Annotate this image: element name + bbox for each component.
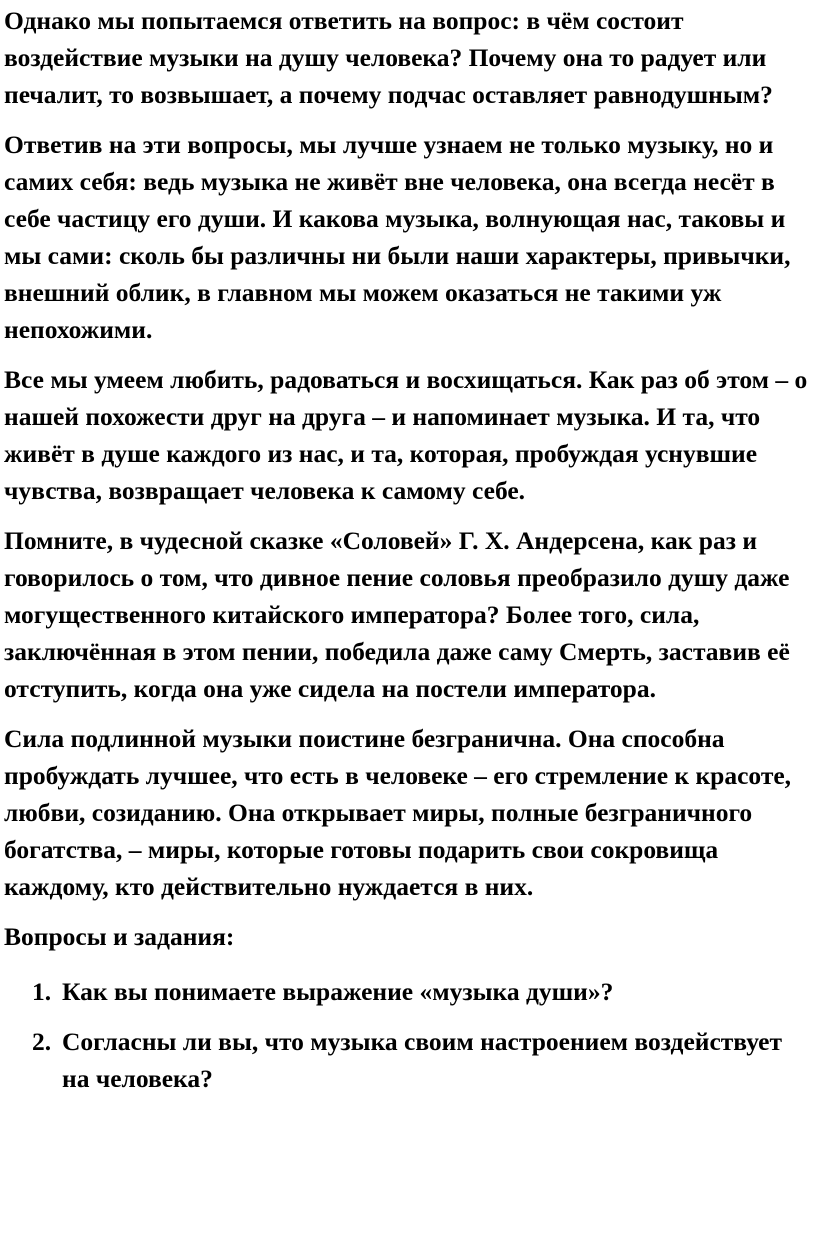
question-item [4, 1023, 808, 1097]
question-number: 2. [32, 1027, 52, 1056]
paragraph-5: Сила подлинной музыки поистине безгранична. Она способна пробуждать лучшее, что есть в человеке – его стремление к красоте, любви, созиданию. Она открывает миры, полные безграничного богатства, – миры, которые готовы подарить свои сокровища каждому, кто действительно нуждается в них. [4, 724, 792, 901]
question-item [4, 973, 808, 1010]
paragraph-4: Помните, в чудесной сказке «Соловей» Г. Х. Андерсена, как раз и говорилось о том, что дивное пение соловья преобразило душу даже могущественного китайского императора? Более того, сила, заключённая в этом пении, победила даже саму Смерть, заставив её отступить, когда она уже сидела на постели императора. [4, 526, 790, 703]
question-number: 1. [32, 977, 52, 1006]
questions-heading: Вопросы и задания: [4, 922, 235, 951]
paragraph-1: Однако мы попытаемся ответить на вопрос: в чём состоит воздействие музыки на душу человека? Почему она то радует или печалит, то возвышает, а почему подчас оставляет равнодушным? [4, 6, 773, 109]
questions-list [4, 973, 808, 1097]
question-text: Согласны ли вы, что музыка своим настроением воздействует на человека? [62, 1027, 783, 1093]
question-text: Как вы понимаете выражение «музыка души»? [62, 977, 614, 1006]
paragraph-3: Все мы умеем любить, радоваться и восхищаться. Как раз об этом – о нашей похожести друг на друга – и напоминает музыка. И та, что живёт в душе каждого из нас, и та, которая, пробуждая уснувшие чувства, возвращает человека к самому себе. [4, 365, 808, 505]
paragraph-2: Ответив на эти вопросы, мы лучше узнаем не только музыку, но и самих себя: ведь музыка не живёт вне человека, она всегда несёт в себе частицу его души. И какова музыка, волнующая нас, таковы и мы сами: сколь бы различны ни были наши характеры, привычки, внешний облик, в главном мы можем оказаться не такими уж непохожими. [4, 130, 791, 344]
